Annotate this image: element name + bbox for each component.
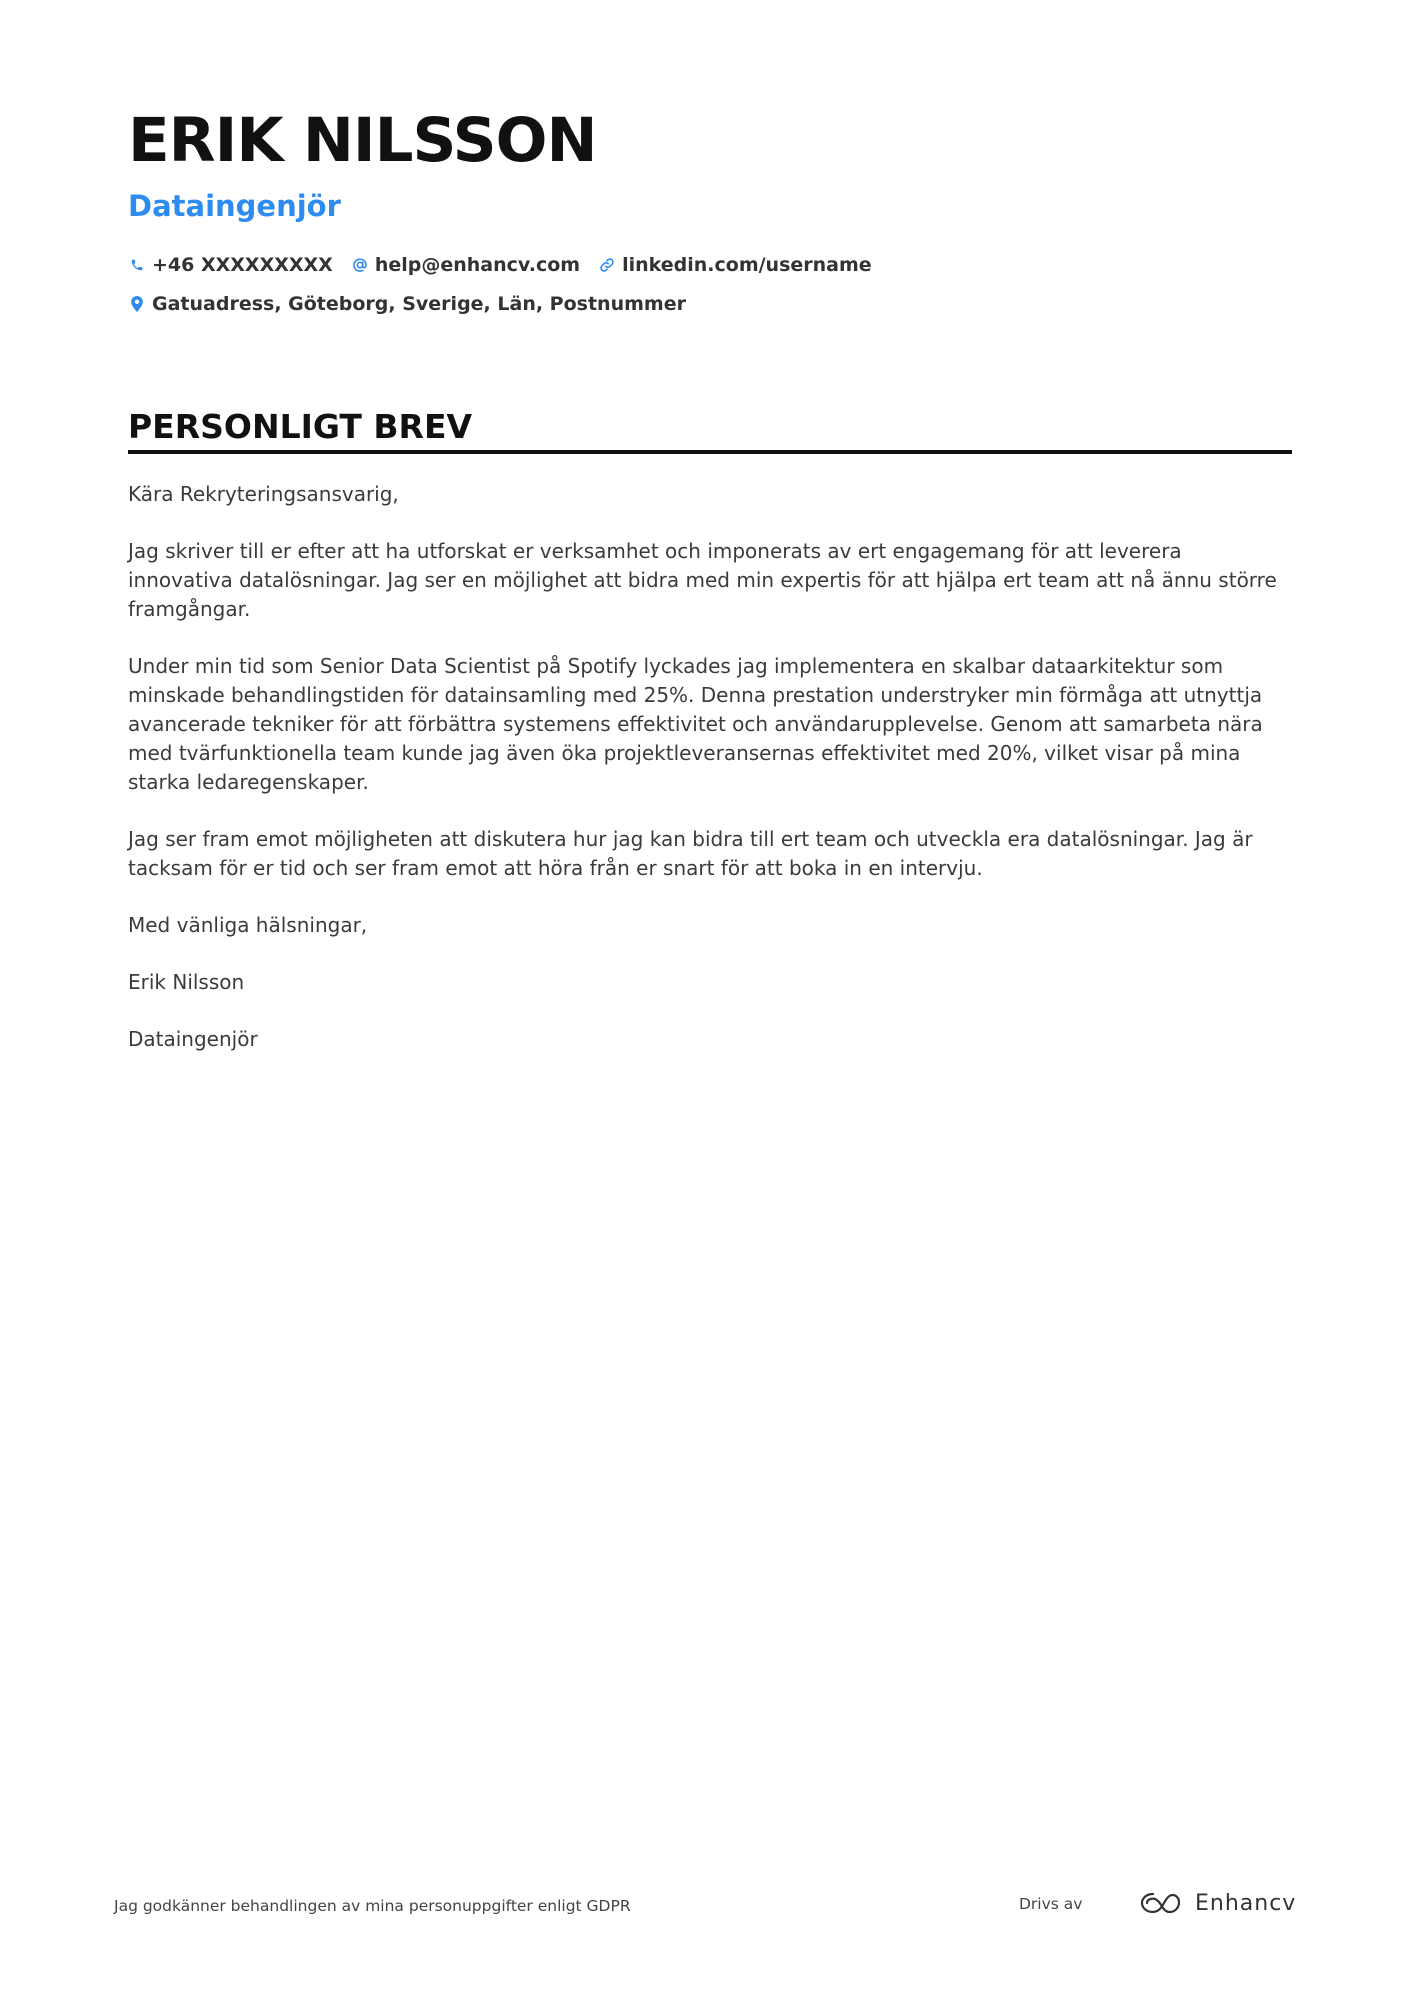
letter-paragraph: Under min tid som Senior Data Scientist på Spotify lyckades jag implementera en skalbar dataarkitektur som minskade behandlingstiden för datainsamling med 25%. Denna prestation understryker min förmåga att utnyttja avancerade tekniker för att förbättra systemens effektivitet och användarupplevelse. Genom att samarbeta nära med tvärfunktionella team kunde jag även öka projektleveransernas effektivitet med 20%, vilket visar på mina starka ledaregenskaper. — [128, 654, 1263, 794]
section-heading: PERSONLIGT BREV — [128, 407, 473, 446]
contact-row-primary — [128, 254, 890, 276]
at-sign-icon — [351, 256, 369, 274]
contact-linkedin[interactable] — [598, 254, 872, 276]
section-divider — [128, 450, 1292, 454]
gdpr-consent: Jag godkänner behandlingen av mina personuppgifter enligt GDPR — [114, 1897, 631, 1915]
contact-phone[interactable] — [128, 254, 333, 276]
link-icon — [598, 256, 616, 274]
map-pin-icon — [128, 295, 146, 313]
phone-number: +46 XXXXXXXXX — [152, 254, 333, 276]
contact-address — [128, 293, 686, 315]
enhancv-brand-link[interactable] — [1139, 1890, 1296, 1916]
job-title: Dataingenjör — [128, 189, 341, 223]
enhancv-logo-icon — [1139, 1890, 1185, 1916]
phone-icon — [128, 256, 146, 274]
contact-row-address — [128, 293, 704, 315]
email-address: help@enhancv.com — [374, 254, 581, 276]
linkedin-url: linkedin.com/username — [622, 254, 872, 276]
signature-title: Dataingenjör — [128, 1027, 258, 1051]
letter-paragraph: Jag skriver till er efter att ha utforskat er verksamhet och imponerats av ert engagemang för att leverera innovativa datalösningar. Jag ser en möjlighet att bidra med min expertis för att hjälpa ert team att nå ännu större framgångar. — [128, 539, 1277, 621]
applicant-name: ERIK NILSSON — [128, 105, 597, 176]
contact-email[interactable] — [351, 254, 580, 276]
letter-paragraph: Jag ser fram emot möjligheten att diskutera hur jag kan bidra till ert team och utveckla era datalösningar. Jag är tacksam för er tid och ser fram emot att höra från er snart för att boka in en intervju. — [128, 827, 1253, 880]
signature-name: Erik Nilsson — [128, 970, 245, 994]
powered-by-label: Drivs av — [1019, 1895, 1083, 1913]
letter-closing: Med vänliga hälsningar, — [128, 913, 368, 937]
letter-body — [128, 480, 1292, 1082]
enhancv-brand-name: Enhancv — [1195, 1890, 1297, 1916]
postal-address: Gatuadress, Göteborg, Sverige, Län, Postnummer — [152, 293, 686, 315]
letter-greeting: Kära Rekryteringsansvarig, — [128, 482, 399, 506]
